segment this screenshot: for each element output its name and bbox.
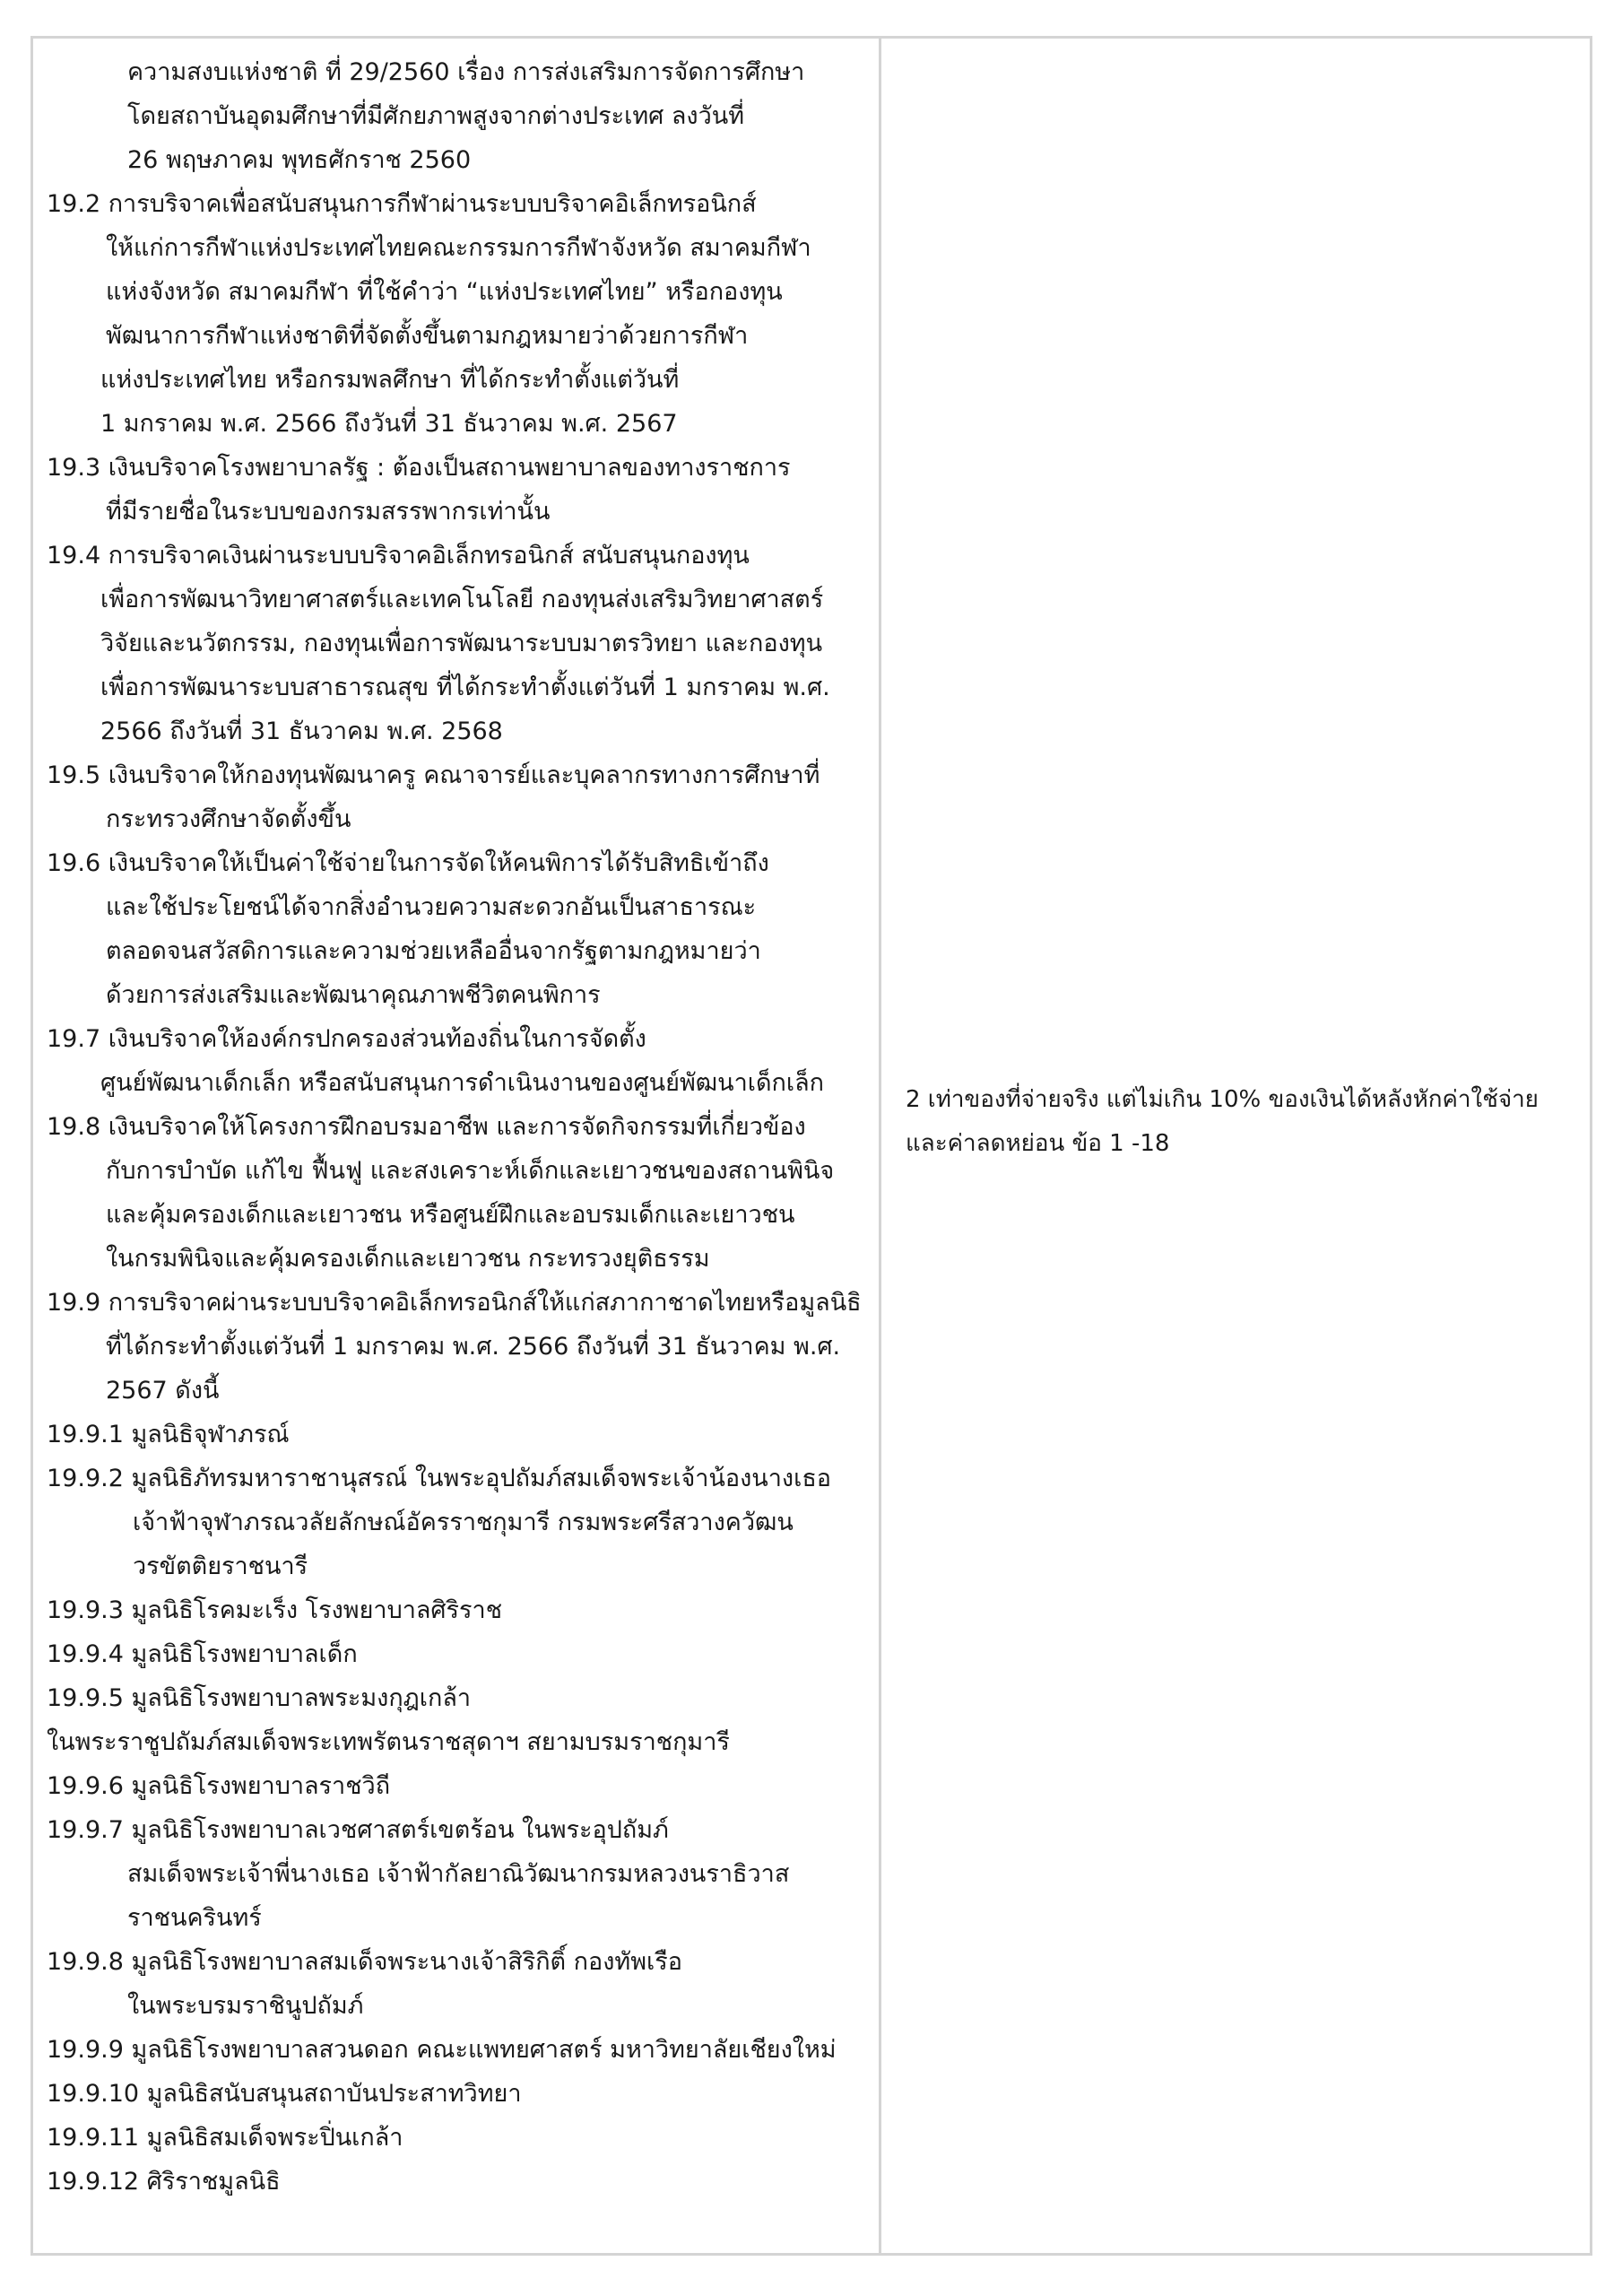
donation-item-line: และใช้ประโยชน์ได้จากสิ่งอำนวยความสะดวกอันเป็นสาธารณะ [106, 893, 757, 921]
donation-item-line: 19.9.5 มูลนิธิโรงพยาบาลพระมงกุฎเกล้า [47, 1684, 472, 1712]
donation-item-line: 19.3 เงินบริจาคโรงพยาบาลรัฐ : ต้องเป็นสถานพยาบาลของทางราชการ [47, 454, 791, 482]
donation-item-line: 19.5 เงินบริจาคให้กองทุนพัฒนาครู คณาจารย์และบุคลากรทางการศึกษาที่ [47, 761, 820, 789]
donation-item-line: 19.7 เงินบริจาคให้องค์กรปกครองส่วนท้องถิ่นในการจัดตั้ง [47, 1025, 646, 1053]
donation-item-line: ศูนย์พัฒนาเด็กเล็ก หรือสนับสนุนการดำเนินงานของศูนย์พัฒนาเด็กเล็ก [100, 1069, 824, 1097]
deduction-rate-line: 2 เท่าของที่จ่ายจริง แต่ไม่เกิน 10% ของเงินได้หลังหักค่าใช้จ่าย [906, 1086, 1539, 1113]
donation-item-line: เพื่อการพัฒนาระบบสาธารณสุข ที่ได้กระทำตั้งแต่วันที่ 1 มกราคม พ.ศ. [100, 674, 830, 701]
donation-item-line: 19.9.6 มูลนิธิโรงพยาบาลราชวิถี [47, 1772, 391, 1800]
donation-item-line: เพื่อการพัฒนาวิทยาศาสตร์และเทคโนโลยี กองทุนส่งเสริมวิทยาศาสตร์ [100, 586, 824, 613]
donation-item-line: 1 มกราคม พ.ศ. 2566 ถึงวันที่ 31 ธันวาคม พ.ศ. 2567 [100, 410, 678, 438]
donation-item-line: 19.9.11 มูลนิธิสมเด็จพระปิ่นเกล้า [47, 2124, 403, 2152]
donation-item-line: 19.9.10 มูลนิธิสนับสนุนสถาบันประสาทวิทยา [47, 2080, 522, 2108]
donation-items-column [47, 50, 873, 2204]
donation-item-line: วรขัตติยราชนารี [133, 1552, 308, 1580]
deduction-rate-column [906, 1078, 1578, 1166]
donation-item-line: กับการบำบัด แก้ไข ฟื้นฟู และสงเคราะห์เด็กและเยาวชนของสถานพินิจ [106, 1157, 835, 1185]
donation-item-line: แห่งจังหวัด สมาคมกีฬา ที่ใช้คำว่า “แห่งประเทศไทย” หรือกองทุน [106, 278, 783, 306]
donation-item-line: 19.9 การบริจาคผ่านระบบบริจาคอิเล็กทรอนิกส์ให้แก่สภากาชาดไทยหรือมูลนิธิ [47, 1289, 862, 1317]
donation-item-line: 26 พฤษภาคม พุทธศักราช 2560 [127, 146, 472, 174]
donation-item-line: 19.9.2 มูลนิธิภัทรมหาราชานุสรณ์ ในพระอุปถัมภ์สมเด็จพระเจ้าน้องนางเธอ [47, 1465, 832, 1492]
deduction-rate-line: และค่าลดหย่อน ข้อ 1 -18 [906, 1130, 1170, 1157]
donation-item-line: ความสงบแห่งชาติ ที่ 29/2560 เรื่อง การส่งเสริมการจัดการศึกษา [127, 58, 805, 86]
donation-item-line: ในพระบรมราชินูปถัมภ์ [127, 1992, 364, 2020]
donation-item-line: ในกรมพินิจและคุ้มครองเด็กและเยาวชน กระทรวงยุติธรรม [106, 1245, 710, 1273]
donation-item-line: วิจัยและนวัตกรรม, กองทุนเพื่อการพัฒนาระบบมาตรวิทยา และกองทุน [100, 630, 823, 657]
donation-item-line: 19.8 เงินบริจาคให้โครงการฝึกอบรมอาชีพ และการจัดกิจกรรมที่เกี่ยวข้อง [47, 1113, 806, 1141]
donation-item-line: 19.9.3 มูลนิธิโรคมะเร็ง โรงพยาบาลศิริราช [47, 1596, 503, 1624]
column-divider [879, 36, 881, 2256]
donation-item-line: กระทรวงศึกษาจัดตั้งขึ้น [106, 805, 351, 833]
donation-item-line: ให้แก่การกีฬาแห่งประเทศไทยคณะกรรมการกีฬาจังหวัด สมาคมกีฬา [106, 234, 811, 262]
donation-item-line: 2566 ถึงวันที่ 31 ธันวาคม พ.ศ. 2568 [100, 718, 503, 745]
donation-item-line: และคุ้มครองเด็กและเยาวชน หรือศูนย์ฝึกและอบรมเด็กและเยาวชน [106, 1201, 795, 1229]
donation-item-line: ด้วยการส่งเสริมและพัฒนาคุณภาพชีวิตคนพิการ [106, 981, 601, 1009]
donation-item-line: แห่งประเทศไทย หรือกรมพลศึกษา ที่ได้กระทำตั้งแต่วันที่ [100, 366, 680, 394]
donation-item-line: 19.9.8 มูลนิธิโรงพยาบาลสมเด็จพระนางเจ้าสิริกิติ์ กองทัพเรือ [47, 1948, 682, 1976]
donation-item-line: 19.2 การบริจาคเพื่อสนับสนุนการกีฬาผ่านระบบบริจาคอิเล็กทรอนิกส์ [47, 190, 757, 218]
donation-item-line: 2567 ดังนี้ [106, 1377, 220, 1405]
donation-item-line: ราชนครินทร์ [127, 1904, 262, 1932]
donation-item-line: 19.9.7 มูลนิธิโรงพยาบาลเวชศาสตร์เขตร้อน ในพระอุปถัมภ์ [47, 1816, 669, 1844]
donation-item-line: โดยสถาบันอุดมศึกษาที่มีศักยภาพสูงจากต่างประเทศ ลงวันที่ [127, 102, 744, 130]
donation-item-line: 19.9.12 ศิริราชมูลนิธิ [47, 2168, 281, 2196]
donation-item-line: สมเด็จพระเจ้าพี่นางเธอ เจ้าฟ้ากัลยาณิวัฒนากรมหลวงนราธิวาส [127, 1860, 790, 1888]
donation-item-line: ที่มีรายชื่อในระบบของกรมสรรพากรเท่านั้น [106, 498, 551, 526]
donation-item-line: ในพระราชูปถัมภ์สมเด็จพระเทพรัตนราชสุดาฯ สยามบรมราชกุมารี [47, 1728, 730, 1756]
donation-item-line: พัฒนาการกีฬาแห่งชาติที่จัดตั้งขึ้นตามกฎหมายว่าด้วยการกีฬา [106, 322, 749, 350]
donation-item-line: 19.6 เงินบริจาคให้เป็นค่าใช้จ่ายในการจัดให้คนพิการได้รับสิทธิเข้าถึง [47, 849, 769, 877]
donation-item-line: 19.9.4 มูลนิธิโรงพยาบาลเด็ก [47, 1640, 358, 1668]
donation-item-line: เจ้าฟ้าจุฬาภรณวลัยลักษณ์อัครราชกุมารี กรมพระศรีสวางควัฒน [133, 1509, 794, 1536]
donation-item-line: 19.9.9 มูลนิธิโรงพยาบาลสวนดอก คณะแพทยศาสตร์ มหาวิทยาลัยเชียงใหม่ [47, 2036, 837, 2064]
donation-item-line: ที่ได้กระทำตั้งแต่วันที่ 1 มกราคม พ.ศ. 2566 ถึงวันที่ 31 ธันวาคม พ.ศ. [106, 1333, 841, 1361]
donation-item-line: 19.9.1 มูลนิธิจุฬาภรณ์ [47, 1421, 290, 1448]
donation-item-line: 19.4 การบริจาคเงินผ่านระบบบริจาคอิเล็กทรอนิกส์ สนับสนุนกองทุน [47, 542, 750, 570]
donation-item-line: ตลอดจนสวัสดิการและความช่วยเหลืออื่นจากรัฐตามกฎหมายว่า [106, 937, 761, 965]
